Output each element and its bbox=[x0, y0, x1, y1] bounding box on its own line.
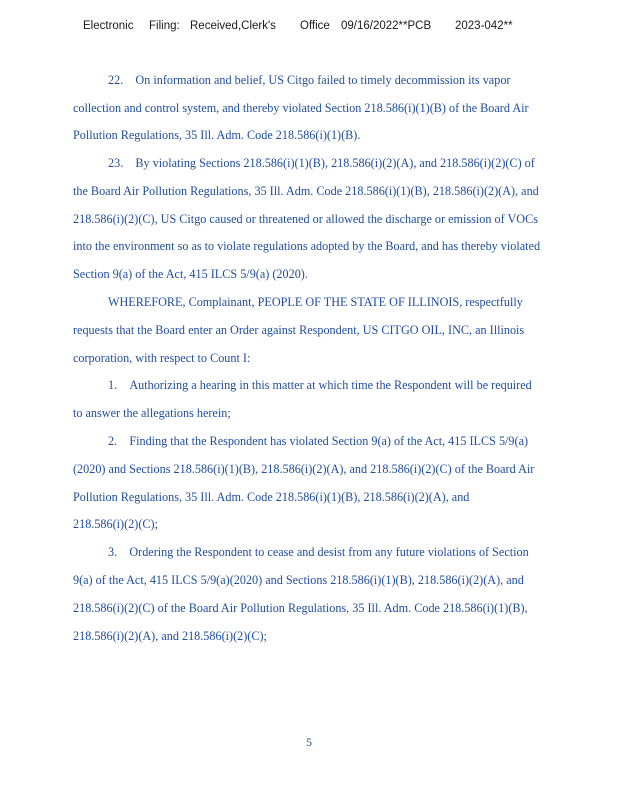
header-electronic: Electronic bbox=[83, 20, 134, 32]
filing-stamp-header bbox=[0, 20, 618, 38]
page-number: 5 bbox=[306, 735, 312, 749]
header-filing: Filing: bbox=[149, 20, 180, 32]
paragraph-23-line-4: into the environment so as to violate regulations adopted by the Board, and has thereby violated bbox=[73, 239, 541, 253]
prayer-3-line-1: 3. Ordering the Respondent to cease and desist from any future violations of Section bbox=[108, 545, 529, 559]
prayer-3-line-2: 9(a) of the Act, 415 ILCS 5/9(a)(2020) and Sections 218.586(i)(1)(B), 218.586(i)(2)(A), and bbox=[73, 573, 524, 587]
wherefore-line-1: WHEREFORE, Complainant, PEOPLE OF THE STATE OF ILLINOIS, respectfully bbox=[108, 295, 523, 309]
paragraph-23-line-5: Section 9(a) of the Act, 415 ILCS 5/9(a) (2020). bbox=[73, 267, 308, 281]
prayer-3-line-4: 218.586(i)(2)(A), and 218.586(i)(2)(C); bbox=[73, 629, 267, 643]
prayer-3-line-3: 218.586(i)(2)(C) of the Board Air Pollution Regulations, 35 Ill. Adm. Code 218.586(i)(1)(B), bbox=[73, 601, 528, 615]
wherefore-line-2: requests that the Board enter an Order against Respondent, US CITGO OIL, INC, an Illinois bbox=[73, 323, 525, 337]
header-case-number: 2023-042** bbox=[455, 20, 513, 32]
prayer-2-line-3: Pollution Regulations, 35 Ill. Adm. Code 218.586(i)(1)(B), 218.586(i)(2)(A), and bbox=[73, 490, 470, 504]
wherefore-line-3: corporation, with respect to Count I: bbox=[73, 351, 251, 365]
header-date: 09/16/2022**PCB bbox=[341, 20, 432, 32]
header-office: Office bbox=[300, 20, 330, 32]
prayer-2-line-4: 218.586(i)(2)(C); bbox=[73, 517, 158, 531]
paragraph-23-line-2: the Board Air Pollution Regulations, 35 Ill. Adm. Code 218.586(i)(1)(B), 218.586(i)(2)(A), and bbox=[73, 184, 539, 198]
prayer-1-line-2: to answer the allegations herein; bbox=[73, 406, 231, 420]
paragraph-22-line-3: Pollution Regulations, 35 Ill. Adm. Code 218.586(i)(1)(B). bbox=[73, 128, 361, 142]
prayer-1-line-1: 1. Authorizing a hearing in this matter at which time the Respondent will be required bbox=[108, 378, 532, 392]
paragraph-22-line-2: collection and control system, and thereby violated Section 218.586(i)(1)(B) of the Board Air bbox=[73, 101, 529, 115]
paragraph-23-line-3: 218.586(i)(2)(C), US Citgo caused or threatened or allowed the discharge or emission of VOCs bbox=[73, 212, 538, 226]
header-received: Received,Clerk's bbox=[190, 20, 276, 32]
paragraph-23-line-1: 23. By violating Sections 218.586(i)(1)(B), 218.586(i)(2)(A), and 218.586(i)(2)(C) of bbox=[108, 156, 535, 170]
prayer-2-line-2: (2020) and Sections 218.586(i)(1)(B), 218.586(i)(2)(A), and 218.586(i)(2)(C) of the Board Air bbox=[73, 462, 535, 476]
prayer-2-line-1: 2. Finding that the Respondent has violated Section 9(a) of the Act, 415 ILCS 5/9(a) bbox=[108, 434, 529, 448]
paragraph-22-line-1: 22. On information and belief, US Citgo failed to timely decommission its vapor bbox=[108, 73, 511, 87]
